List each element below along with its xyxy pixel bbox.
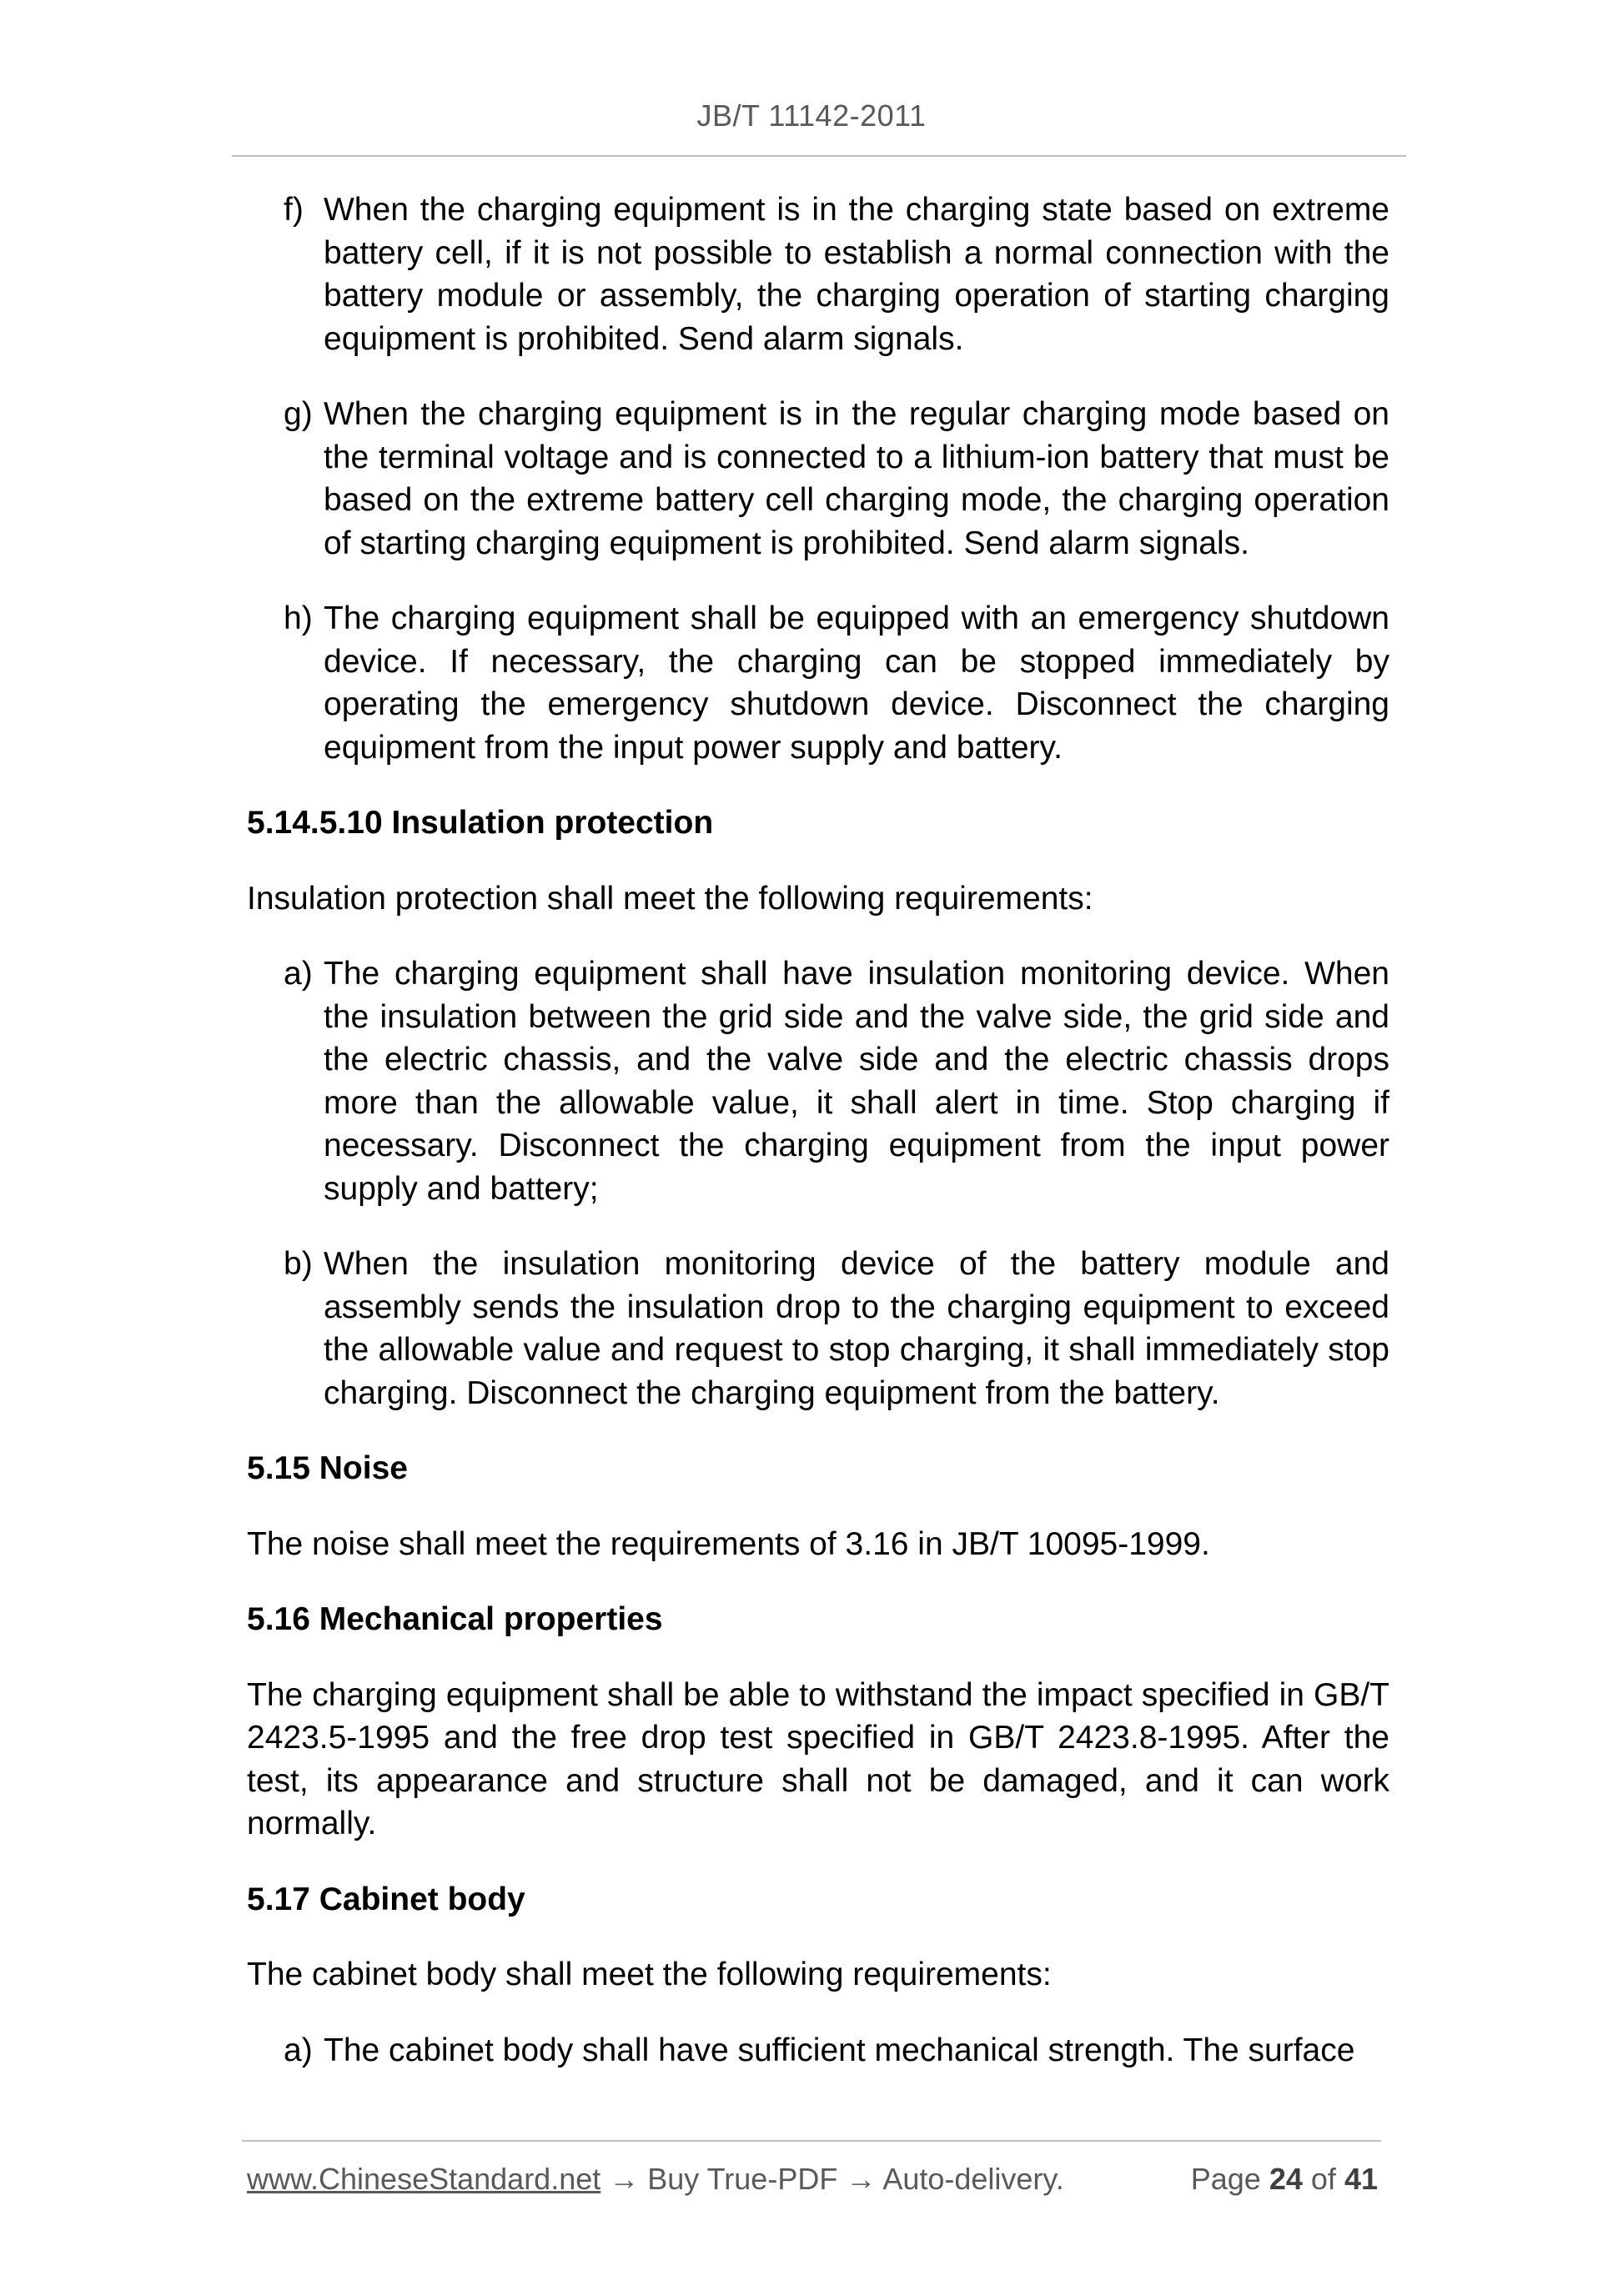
page-label: Page: [1190, 2162, 1261, 2196]
current-page-number: 24: [1269, 2162, 1303, 2196]
list-item-insulation-a: [247, 952, 1389, 1210]
list-marker: b): [284, 1246, 313, 1282]
list-item-text: The cabinet body shall have sufficient mechanical strength. The surface: [324, 2032, 1355, 2068]
header-divider: [232, 155, 1406, 157]
website-link[interactable]: www.ChineseStandard.net: [247, 2162, 601, 2196]
list-marker: f): [284, 192, 304, 228]
list-marker: g): [284, 396, 313, 432]
section-heading-cabinet-body: 5.17 Cabinet body: [247, 1881, 525, 1917]
list-item-g: [247, 393, 1389, 565]
total-page-count: 41: [1344, 2162, 1378, 2196]
section-heading-mechanical-properties: 5.16 Mechanical properties: [247, 1601, 663, 1637]
footer-promo: [247, 2162, 1064, 2197]
page-content: [247, 188, 1389, 2104]
list-item-text: The charging equipment shall have insulation monitoring device. When the insulation between the grid side and the valve side, the grid side and the electric chassis, and the valve side and the electric chassis drops more than the allowable value, it shall alert in time. Stop charging if necessary. Disconnect the charging equipment from the input power supply and battery;: [324, 956, 1389, 1207]
list-marker: h): [284, 600, 313, 636]
list-item-h: [247, 597, 1389, 769]
noise-body: The noise shall meet the requirements of 3.16 in JB/T 10095-1999.: [247, 1525, 1210, 1562]
page-indicator: [1191, 2162, 1378, 2197]
section-heading-insulation-protection: 5.14.5.10 Insulation protection: [247, 805, 714, 841]
list-item-cabinet-a: [247, 2029, 1389, 2072]
document-number-header: JB/T 11142-2011: [696, 98, 927, 133]
list-item-text: When the charging equipment is in the charging state based on extreme battery cell, if it is not possible to establish a normal connection with the battery module or assembly, the charging operation of starting charging equipment is prohibited. Send alarm signals.: [324, 192, 1389, 357]
insulation-intro: Insulation protection shall meet the following requirements:: [247, 880, 1093, 917]
list-item-text: When the charging equipment is in the regular charging mode based on the terminal voltage and is connected to a lithium-ion battery that must be based on the extreme battery cell charging mode, the charging operation of starting charging equipment is prohibited. Send alarm signals.: [324, 396, 1389, 561]
list-item-f: [247, 188, 1389, 360]
list-item-insulation-b: [247, 1243, 1389, 1414]
list-marker: a): [284, 956, 313, 992]
mechanical-body: The charging equipment shall be able to withstand the impact specified in GB/T 2423.5-1995 and the free drop test specified in GB/T 2423.8-1995. After the test, its appearance and structure shall not be damaged, and it can work normally.: [247, 1676, 1389, 1841]
footer-divider: [242, 2140, 1381, 2142]
section-heading-noise: 5.15 Noise: [247, 1450, 408, 1486]
footer-tagline: → Buy True-PDF → Auto-delivery.: [600, 2162, 1064, 2196]
of-label: of: [1310, 2162, 1336, 2196]
list-item-text: When the insulation monitoring device of the battery module and assembly sends the insulation drop to the charging equipment to exceed the allowable value and request to stop charging, it shall immediately stop charging. Disconnect the charging equipment from the battery.: [324, 1246, 1389, 1411]
list-marker: a): [284, 2032, 313, 2068]
cabinet-intro: The cabinet body shall meet the following requirements:: [247, 1957, 1052, 1992]
list-item-text: The charging equipment shall be equipped with an emergency shutdown device. If necessary, the charging can be stopped immediately by operating the emergency shutdown device. Disconnect the charging equipment from the input power supply and battery.: [324, 600, 1389, 766]
